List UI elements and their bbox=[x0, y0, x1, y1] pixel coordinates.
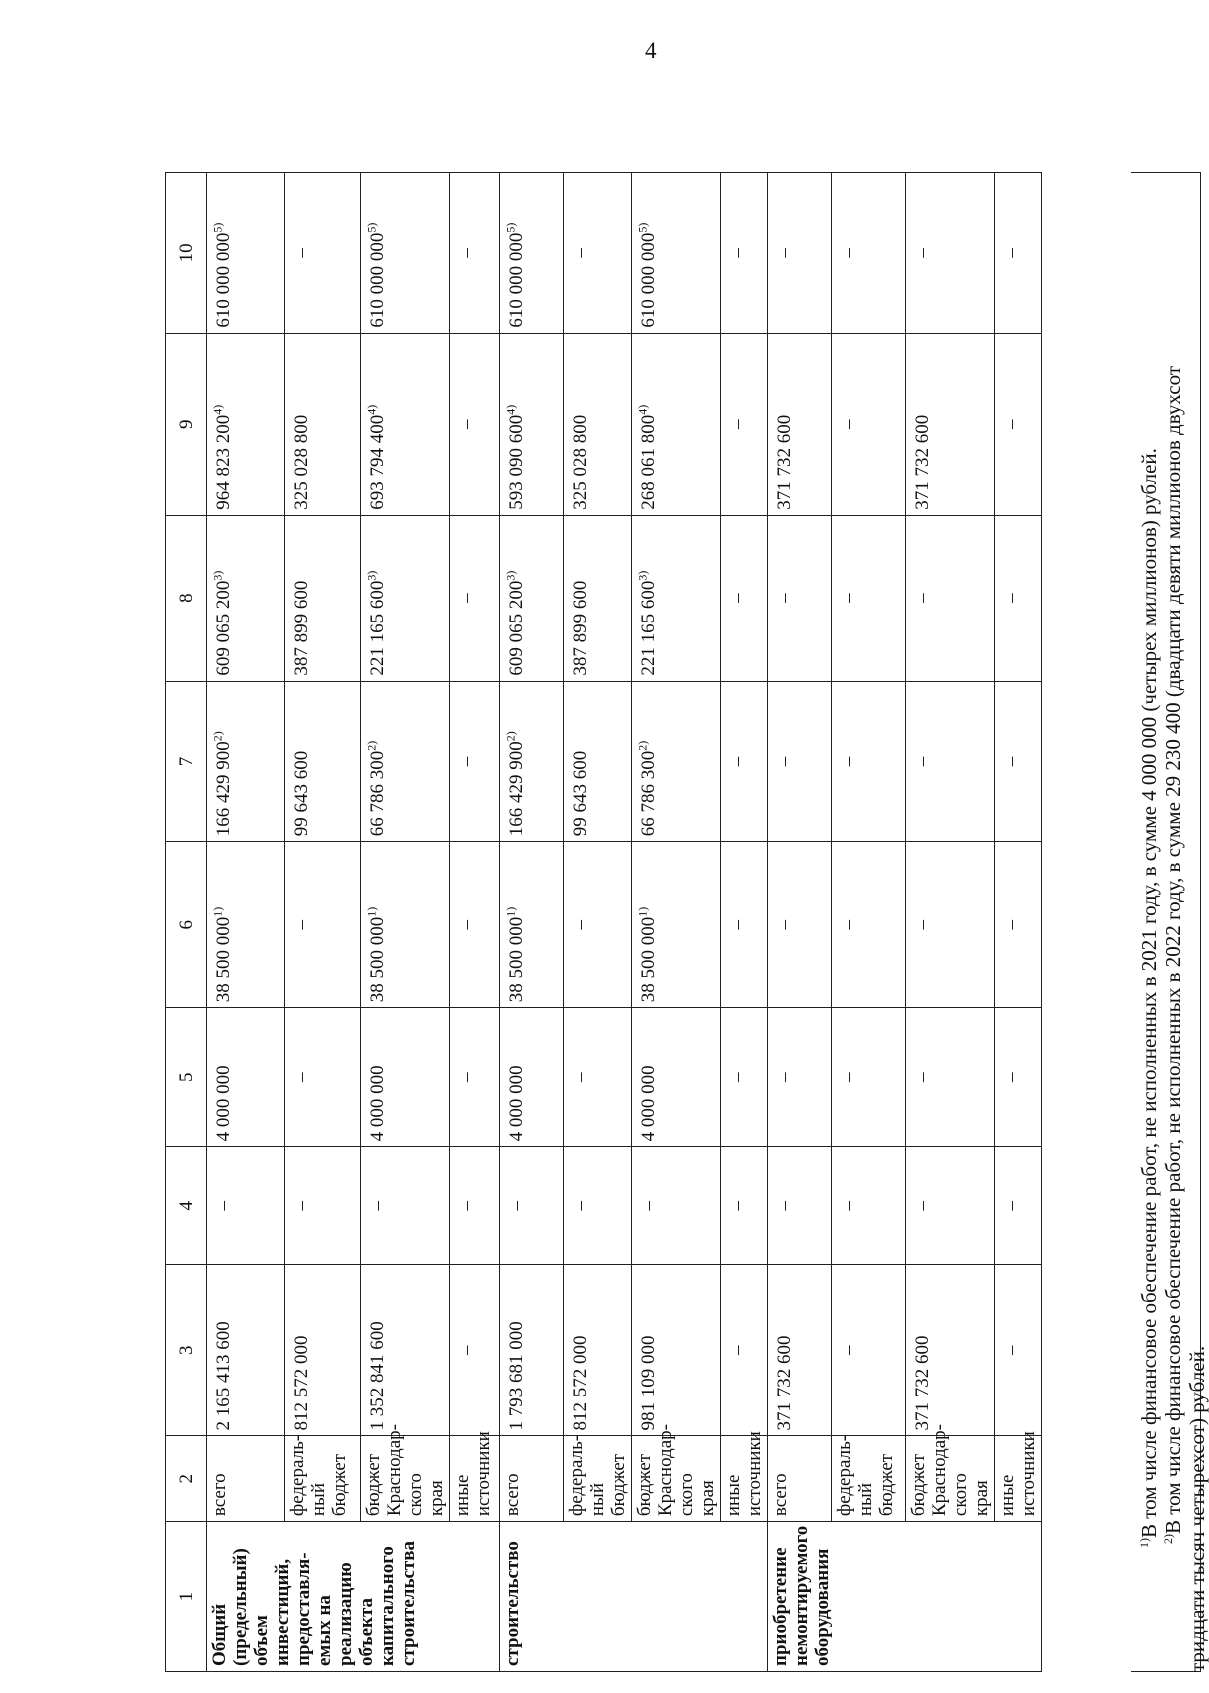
value-text: 38 500 000 bbox=[638, 916, 659, 1003]
value-cell bbox=[632, 842, 721, 1008]
value-cell bbox=[632, 1265, 721, 1436]
value-text: 1 352 841 600 bbox=[367, 1321, 388, 1431]
value-text: – bbox=[912, 593, 933, 603]
value-text: 325 028 800 bbox=[570, 414, 591, 510]
funding-source-cell: всего bbox=[207, 1436, 285, 1522]
value-text: – bbox=[912, 1072, 933, 1083]
funding-source-cell: федераль-ный бюджет bbox=[832, 1436, 906, 1522]
value-cell bbox=[450, 333, 500, 515]
value-text: – bbox=[774, 1201, 795, 1211]
value-cell bbox=[632, 1147, 721, 1265]
value-cell bbox=[995, 1008, 1042, 1147]
value-text: 371 732 600 bbox=[774, 1335, 795, 1431]
footnote-reference: 3) bbox=[364, 570, 379, 581]
value-cell bbox=[285, 1147, 361, 1265]
value-text: 371 732 600 bbox=[912, 414, 933, 510]
footnote-marker: 2) bbox=[1161, 1534, 1175, 1544]
value-cell bbox=[906, 173, 995, 334]
value-text: 812 572 000 bbox=[570, 1335, 591, 1431]
value-cell bbox=[285, 842, 361, 1008]
value-text: – bbox=[456, 419, 477, 429]
value-text: 66 786 300 bbox=[638, 750, 659, 837]
footnote-marker: 1) bbox=[1137, 1538, 1151, 1548]
value-cell bbox=[361, 842, 450, 1008]
footnote-reference: 5) bbox=[635, 222, 650, 233]
value-text: – bbox=[727, 1201, 748, 1211]
column-header: 8 bbox=[166, 515, 207, 681]
value-text: 387 899 600 bbox=[570, 580, 591, 676]
value-cell bbox=[207, 333, 285, 515]
funding-source-cell: всего bbox=[500, 1436, 564, 1522]
footnote-reference: 1) bbox=[635, 906, 650, 917]
value-cell bbox=[632, 515, 721, 681]
value-text: 38 500 000 bbox=[367, 916, 388, 1003]
value-text: – bbox=[774, 919, 795, 930]
value-text: 221 165 600 bbox=[367, 580, 388, 676]
value-text: – bbox=[727, 248, 748, 258]
value-text: 4 000 000 bbox=[638, 1065, 659, 1142]
value-text: – bbox=[291, 248, 312, 258]
value-text: 371 732 600 bbox=[774, 414, 795, 510]
value-cell bbox=[768, 681, 832, 842]
footnote-reference: 2) bbox=[364, 740, 379, 751]
value-cell bbox=[207, 173, 285, 334]
value-cell bbox=[564, 1265, 632, 1436]
value-cell bbox=[906, 333, 995, 515]
value-cell bbox=[450, 1147, 500, 1265]
value-text: – bbox=[1001, 419, 1022, 429]
footnote-reference: 2) bbox=[210, 731, 225, 742]
value-text: – bbox=[838, 919, 859, 930]
value-text: – bbox=[291, 919, 312, 930]
value-cell bbox=[995, 173, 1042, 334]
table-row bbox=[632, 173, 721, 1672]
value-text: 99 643 600 bbox=[291, 750, 312, 837]
footnote-reference: 1) bbox=[210, 906, 225, 917]
value-cell bbox=[564, 515, 632, 681]
table-row bbox=[285, 173, 361, 1672]
value-cell bbox=[632, 333, 721, 515]
value-cell bbox=[500, 1265, 564, 1436]
value-text: 99 643 600 bbox=[570, 750, 591, 837]
funding-source-cell: всего bbox=[768, 1436, 832, 1522]
value-cell bbox=[721, 333, 768, 515]
footnote-reference: 4) bbox=[210, 404, 225, 415]
value-cell bbox=[500, 515, 564, 681]
footnote-reference: 4) bbox=[364, 404, 379, 415]
value-text: – bbox=[912, 248, 933, 258]
value-cell bbox=[285, 515, 361, 681]
value-cell bbox=[500, 1008, 564, 1147]
value-text: 66 786 300 bbox=[367, 750, 388, 837]
value-text: – bbox=[774, 756, 795, 767]
column-header: 2 bbox=[166, 1436, 207, 1522]
value-cell bbox=[564, 1008, 632, 1147]
value-cell bbox=[285, 333, 361, 515]
value-text: – bbox=[1001, 919, 1022, 930]
value-text: 166 429 900 bbox=[506, 741, 527, 837]
value-text: 981 109 000 bbox=[638, 1335, 659, 1431]
value-cell bbox=[500, 842, 564, 1008]
value-text: – bbox=[727, 1345, 748, 1356]
value-text: – bbox=[727, 1072, 748, 1083]
value-cell bbox=[832, 681, 906, 842]
value-cell bbox=[207, 681, 285, 842]
value-text: 610 000 000 bbox=[213, 232, 234, 328]
value-cell bbox=[450, 515, 500, 681]
value-cell bbox=[564, 173, 632, 334]
value-text: 325 028 800 bbox=[291, 414, 312, 510]
column-header: 1 bbox=[166, 1522, 207, 1672]
value-cell bbox=[207, 842, 285, 1008]
value-text: 964 823 200 bbox=[213, 414, 234, 510]
value-text: – bbox=[1001, 593, 1022, 603]
table-row bbox=[207, 173, 285, 1672]
footnote-text: В том числе финансовое обеспечение работ, не исполненных в 2022 году, в сумме 29 230 400 (двадцати девяти миллионов двухсот bbox=[1161, 365, 1185, 1534]
value-cell bbox=[768, 515, 832, 681]
value-cell bbox=[207, 1147, 285, 1265]
value-text: – bbox=[570, 1072, 591, 1083]
table-header bbox=[166, 173, 207, 1672]
footnotes bbox=[1137, 172, 1209, 1672]
value-text: 387 899 600 bbox=[291, 580, 312, 676]
value-text: – bbox=[912, 919, 933, 930]
item-name-cell: строительство bbox=[500, 1522, 768, 1672]
footnote-reference: 2) bbox=[635, 740, 650, 751]
value-cell bbox=[721, 515, 768, 681]
value-text: – bbox=[291, 1201, 312, 1211]
value-cell bbox=[832, 333, 906, 515]
value-text: – bbox=[727, 756, 748, 767]
value-cell bbox=[564, 681, 632, 842]
value-cell bbox=[906, 1147, 995, 1265]
value-text: – bbox=[456, 1072, 477, 1083]
table-row bbox=[564, 173, 632, 1672]
value-text: 166 429 900 bbox=[213, 741, 234, 837]
value-text: – bbox=[1001, 756, 1022, 767]
value-text: 4 000 000 bbox=[367, 1065, 388, 1142]
table-row bbox=[500, 173, 564, 1672]
value-text: – bbox=[570, 248, 591, 258]
value-cell bbox=[906, 681, 995, 842]
value-cell bbox=[768, 333, 832, 515]
value-cell bbox=[721, 681, 768, 842]
value-text: – bbox=[456, 593, 477, 603]
value-cell bbox=[285, 1008, 361, 1147]
page-number: 4 bbox=[645, 38, 657, 63]
value-cell bbox=[361, 333, 450, 515]
value-text: – bbox=[1001, 1201, 1022, 1211]
value-text: 609 065 200 bbox=[506, 580, 527, 676]
value-text: 610 000 000 bbox=[367, 232, 388, 328]
value-text: – bbox=[1001, 1345, 1022, 1356]
value-cell bbox=[832, 515, 906, 681]
footnote-reference: 5) bbox=[503, 222, 518, 233]
value-cell bbox=[500, 173, 564, 334]
value-text: – bbox=[838, 1345, 859, 1356]
funding-source-cell: бюджет Краснодар-ского края bbox=[361, 1436, 450, 1522]
value-text: – bbox=[727, 593, 748, 603]
value-cell bbox=[995, 333, 1042, 515]
table-body bbox=[207, 173, 1042, 1672]
value-cell bbox=[564, 842, 632, 1008]
footnote-reference: 5) bbox=[210, 222, 225, 233]
value-cell bbox=[721, 1147, 768, 1265]
value-text: – bbox=[1001, 1072, 1022, 1083]
value-cell bbox=[285, 173, 361, 334]
value-text: – bbox=[570, 1201, 591, 1211]
value-text: 4 000 000 bbox=[213, 1065, 234, 1142]
value-cell bbox=[995, 515, 1042, 681]
table-row bbox=[721, 173, 768, 1672]
value-cell bbox=[361, 515, 450, 681]
value-cell bbox=[906, 515, 995, 681]
value-text: 371 732 600 bbox=[912, 1335, 933, 1431]
column-header: 7 bbox=[166, 681, 207, 842]
value-text: – bbox=[838, 1072, 859, 1083]
value-text: 610 000 000 bbox=[638, 232, 659, 328]
funding-source-cell: иные источники bbox=[450, 1436, 500, 1522]
value-cell bbox=[832, 842, 906, 1008]
value-cell bbox=[207, 1008, 285, 1147]
value-text: 812 572 000 bbox=[291, 1335, 312, 1431]
item-name-cell: Общий (предельный) объем инвестиций, предоставля-емых на реализацию объекта капитального строительства bbox=[207, 1522, 500, 1672]
value-text: 268 061 800 bbox=[638, 414, 659, 510]
value-cell bbox=[450, 1265, 500, 1436]
value-cell bbox=[768, 1147, 832, 1265]
value-text: – bbox=[1001, 248, 1022, 258]
value-text: 693 794 400 bbox=[367, 414, 388, 510]
value-cell bbox=[207, 515, 285, 681]
value-text: – bbox=[456, 1201, 477, 1211]
value-cell bbox=[995, 681, 1042, 842]
table-row bbox=[361, 173, 450, 1672]
value-text: – bbox=[727, 419, 748, 429]
item-name-cell: приобретение немонтируемого оборудования bbox=[768, 1522, 1042, 1672]
footnote-reference: 4) bbox=[503, 404, 518, 415]
column-header: 3 bbox=[166, 1265, 207, 1436]
footnote-reference: 1) bbox=[364, 906, 379, 917]
value-cell bbox=[906, 842, 995, 1008]
value-cell bbox=[361, 1008, 450, 1147]
table-row bbox=[995, 173, 1042, 1672]
value-cell bbox=[564, 1147, 632, 1265]
rotated-table-area bbox=[165, 72, 1209, 1672]
value-cell bbox=[721, 1265, 768, 1436]
value-cell bbox=[995, 842, 1042, 1008]
value-text: – bbox=[367, 1201, 388, 1211]
value-cell bbox=[361, 681, 450, 842]
footnote-reference: 4) bbox=[635, 404, 650, 415]
value-cell bbox=[721, 842, 768, 1008]
column-header: 4 bbox=[166, 1147, 207, 1265]
value-cell bbox=[450, 173, 500, 334]
value-cell bbox=[632, 173, 721, 334]
value-text: – bbox=[456, 1345, 477, 1356]
column-header: 5 bbox=[166, 1008, 207, 1147]
value-cell bbox=[285, 1265, 361, 1436]
value-cell bbox=[768, 1008, 832, 1147]
value-text: 38 500 000 bbox=[213, 916, 234, 1003]
value-text: – bbox=[838, 419, 859, 429]
value-cell bbox=[361, 173, 450, 334]
value-text: – bbox=[456, 756, 477, 767]
value-text: – bbox=[638, 1201, 659, 1211]
funding-source-cell: федераль-ный бюджет bbox=[285, 1436, 361, 1522]
value-cell bbox=[906, 1008, 995, 1147]
funding-source-cell: иные источники bbox=[721, 1436, 768, 1522]
value-text: 610 000 000 bbox=[506, 232, 527, 328]
footnote-1 bbox=[1137, 172, 1161, 1672]
value-cell bbox=[721, 173, 768, 334]
value-text: 2 165 413 600 bbox=[213, 1321, 234, 1431]
value-text: – bbox=[912, 756, 933, 767]
value-cell bbox=[721, 1008, 768, 1147]
column-header: 6 bbox=[166, 842, 207, 1008]
column-header: 10 bbox=[166, 173, 207, 334]
funding-source-cell: бюджет Краснодар-ского края bbox=[906, 1436, 995, 1522]
value-cell bbox=[450, 1008, 500, 1147]
footnote-reference: 5) bbox=[364, 222, 379, 233]
value-text: – bbox=[456, 248, 477, 258]
value-text: – bbox=[912, 1201, 933, 1211]
value-text: – bbox=[774, 593, 795, 603]
value-cell bbox=[832, 1265, 906, 1436]
value-text: – bbox=[838, 593, 859, 603]
footnote-2 bbox=[1161, 172, 1209, 1672]
footnote-reference: 3) bbox=[635, 570, 650, 581]
value-text: 1 793 681 000 bbox=[506, 1321, 527, 1431]
table-row bbox=[450, 173, 500, 1672]
value-cell bbox=[450, 842, 500, 1008]
value-cell bbox=[564, 333, 632, 515]
value-text: – bbox=[838, 248, 859, 258]
value-text: 221 165 600 bbox=[638, 580, 659, 676]
value-cell bbox=[832, 1008, 906, 1147]
value-cell bbox=[632, 681, 721, 842]
value-text: 4 000 000 bbox=[506, 1065, 527, 1142]
table-row bbox=[832, 173, 906, 1672]
footnote-text: В том числе финансовое обеспечение работ, не исполненных в 2021 году, в сумме 4 000 000 (четырех миллионов) рублей. bbox=[1137, 448, 1161, 1538]
funding-source-cell: бюджет Краснодар-ского края bbox=[632, 1436, 721, 1522]
footnote-reference: 3) bbox=[210, 570, 225, 581]
value-text: – bbox=[291, 1072, 312, 1083]
value-text: – bbox=[506, 1201, 527, 1211]
landscape-content bbox=[165, 72, 1209, 1672]
value-text: – bbox=[213, 1201, 234, 1211]
footnote-reference: 3) bbox=[503, 570, 518, 581]
value-cell bbox=[832, 173, 906, 334]
value-text: – bbox=[456, 919, 477, 930]
value-cell bbox=[361, 1265, 450, 1436]
value-cell bbox=[995, 1265, 1042, 1436]
value-cell bbox=[632, 1008, 721, 1147]
funding-source-cell: иные источники bbox=[995, 1436, 1042, 1522]
value-text: 38 500 000 bbox=[506, 916, 527, 1003]
value-cell bbox=[768, 842, 832, 1008]
value-cell bbox=[450, 681, 500, 842]
value-cell bbox=[768, 1265, 832, 1436]
value-cell bbox=[500, 681, 564, 842]
value-text: 609 065 200 bbox=[213, 580, 234, 676]
value-text: – bbox=[774, 248, 795, 258]
value-text: – bbox=[570, 919, 591, 930]
value-cell bbox=[285, 681, 361, 842]
table-row bbox=[906, 173, 995, 1672]
financing-table bbox=[165, 172, 1042, 1672]
funding-source-cell: федераль-ный бюджет bbox=[564, 1436, 632, 1522]
value-cell bbox=[500, 333, 564, 515]
value-cell bbox=[207, 1265, 285, 1436]
table-row bbox=[768, 173, 832, 1672]
footnote-reference: 2) bbox=[503, 731, 518, 742]
value-text: – bbox=[838, 756, 859, 767]
value-cell bbox=[768, 173, 832, 334]
footnote-continuation: тридцати тысяч четырехсот) рублей. bbox=[1185, 1345, 1209, 1672]
value-text: – bbox=[727, 919, 748, 930]
value-cell bbox=[906, 1265, 995, 1436]
value-cell bbox=[500, 1147, 564, 1265]
value-cell bbox=[361, 1147, 450, 1265]
value-cell bbox=[995, 1147, 1042, 1265]
footnote-reference: 1) bbox=[503, 906, 518, 917]
value-text: – bbox=[774, 1072, 795, 1083]
column-header: 9 bbox=[166, 333, 207, 515]
value-text: 593 090 600 bbox=[506, 414, 527, 510]
value-cell bbox=[832, 1147, 906, 1265]
value-text: – bbox=[838, 1201, 859, 1211]
